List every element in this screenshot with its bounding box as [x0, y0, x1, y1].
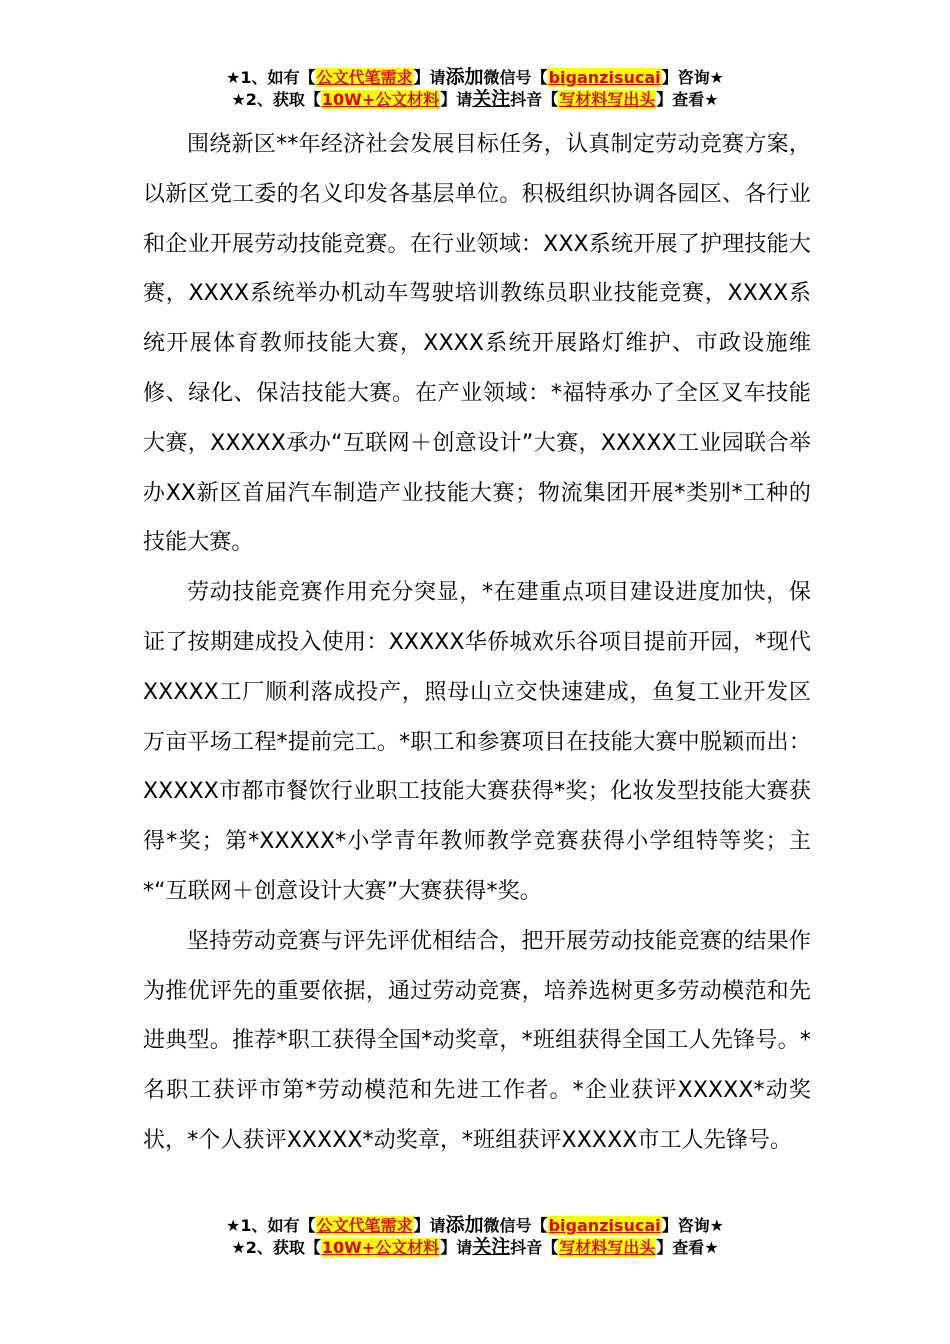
promo-emphasis: 关注 — [472, 1236, 511, 1258]
promo-highlight-douyin: 写材料写出头 — [559, 90, 656, 109]
star-icon: ★ — [226, 68, 241, 87]
paragraph-2: 劳动技能竞赛作用充分突显，*在建重点项目建设进度加快，保证了按期建成投入使用：XXXXX华侨城欢乐谷项目提前开园，*现代XXXXX工厂顺利落成投产，照母山立交快速建成，鱼复工业开发区万亩平场工程*提前完工。*职工和参赛项目在技能大赛中脱颖而出：XXXXX市都市餐饮行业职工技能大赛获得*奖；化妆发型技能大赛获得*奖；第*XXXXX*小学青年教师教学竞赛获得小学组特等奖；主*“互联网＋创意设计大赛”大赛获得*奖。 — [143, 580, 811, 904]
promo-text: 】请 — [440, 1238, 473, 1257]
promo-highlight: 10W+公文材料 — [321, 90, 440, 109]
promo-line-2 — [0, 88, 950, 110]
promo-highlight-wechat: biganzisucai — [548, 68, 661, 87]
promo-highlight-wechat: biganzisucai — [548, 1216, 661, 1235]
promo-line-1 — [0, 66, 950, 88]
promo-emphasis: 添加 — [445, 1214, 484, 1236]
promo-text: 】查看★ — [656, 1238, 719, 1257]
promo-highlight: 公文代笔需求 — [316, 68, 413, 87]
promo-text: 】请 — [413, 1216, 446, 1235]
document-body — [143, 120, 811, 1166]
paragraph-3: 坚持劳动竞赛与评先评优相结合，把开展劳动技能竞赛的结果作为推优评先的重要依据，通过劳动竞赛，培养选树更多劳动模范和先进典型。推荐*职工获得全国*动奖章，*班组获得全国工人先锋号。*名职工获评市第*劳动模范和先进工作者。*企业获评XXXXX*动奖状，*个人获评XXXXX*动奖章，*班组获评XXXXX市工人先锋号。 — [143, 928, 811, 1153]
promo-text: 抖音【 — [510, 90, 559, 109]
promo-emphasis: 添加 — [445, 66, 484, 88]
promo-line-2 — [0, 1236, 950, 1258]
star-icon: ★ — [231, 1238, 246, 1257]
promo-footer — [0, 1214, 950, 1258]
promo-line-1 — [0, 1214, 950, 1236]
promo-text: 1、如有【 — [240, 1216, 316, 1235]
promo-highlight: 10W+公文材料 — [321, 1238, 440, 1257]
promo-text: 2、获取【 — [245, 1238, 321, 1257]
promo-header — [0, 66, 950, 110]
promo-text: 微信号【 — [483, 1216, 548, 1235]
promo-text: 】请 — [413, 68, 446, 87]
promo-text: 】咨询★ — [661, 68, 724, 87]
promo-text: 抖音【 — [510, 1238, 559, 1257]
promo-text: 】查看★ — [656, 90, 719, 109]
promo-text: 1、如有【 — [240, 68, 316, 87]
promo-text: 】咨询★ — [661, 1216, 724, 1235]
star-icon: ★ — [231, 90, 246, 109]
promo-text: 2、获取【 — [245, 90, 321, 109]
star-icon: ★ — [226, 1216, 241, 1235]
promo-highlight: 公文代笔需求 — [316, 1216, 413, 1235]
promo-highlight-douyin: 写材料写出头 — [559, 1238, 656, 1257]
promo-emphasis: 关注 — [472, 88, 511, 110]
promo-text: 微信号【 — [483, 68, 548, 87]
paragraph-1: 围绕新区**年经济社会发展目标任务，认真制定劳动竞赛方案，以新区党工委的名义印发各基层单位。积极组织协调各园区、各行业和企业开展劳动技能竞赛。在行业领域：XXX系统开展了护理技能大赛，XXXX系统举办机动车驾驶培训教练员职业技能竞赛，XXXX系统开展体育教师技能大赛，XXXX系统开展路灯维护、市政设施维修、绿化、保洁技能大赛。在产业领域：*福特承办了全区叉车技能大赛，XXXXX承办“互联网＋创意设计”大赛，XXXXX工业园联合举办XX新区首届汽车制造产业技能大赛；物流集团开展*类别*工种的技能大赛。 — [143, 132, 811, 556]
promo-text: 】请 — [440, 90, 473, 109]
